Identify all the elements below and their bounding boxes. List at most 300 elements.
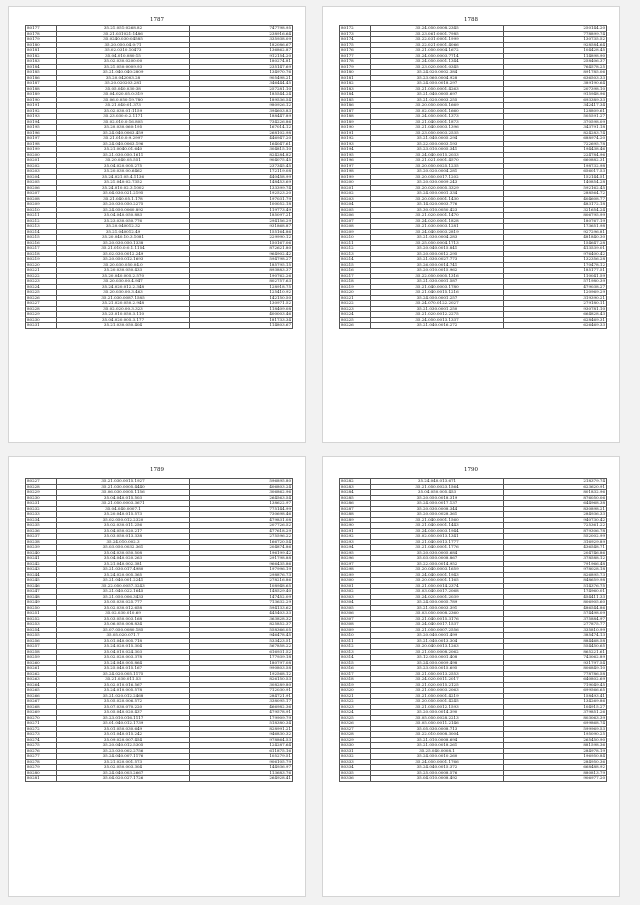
row-id-cell: 80257: [26, 644, 57, 650]
row-id-cell: 80322: [340, 699, 371, 705]
row-id-cell: 80301: [340, 583, 371, 589]
parcel-code-cell: 35.03.040.0017.2068: [371, 589, 504, 595]
amount-cell: 120969.29: [504, 290, 607, 296]
row-id-cell: 80214: [340, 257, 371, 263]
row-id-cell: 80183: [340, 86, 371, 92]
parcel-code-cell: 35.30.010.0050.423: [371, 207, 504, 213]
row-id-cell: 80260: [26, 660, 57, 666]
amount-cell: 113683.76: [190, 770, 293, 776]
parcel-code-cell: 35.02.030.012.658: [57, 605, 190, 611]
parcel-code-cell: 35.21.021.0001.4570: [371, 158, 504, 164]
parcel-code-cell: 35.24.040.0063.196: [57, 141, 190, 147]
row-id-cell: 80240: [26, 550, 57, 556]
row-id-cell: 80282: [340, 479, 371, 485]
parcel-code-cell: 35.02.030.0012.249: [57, 251, 190, 257]
row-id-cell: 80210: [26, 207, 57, 213]
parcel-code-cell: 35.23.061:0001.7985: [371, 31, 504, 37]
amount-cell: 719049.45: [504, 682, 607, 688]
row-id-cell: 80184: [26, 64, 57, 70]
row-id-cell: 80270: [26, 715, 57, 721]
row-id-cell: 80217: [26, 246, 57, 252]
row-id-cell: 80313: [340, 649, 371, 655]
amount-cell: 592162.45: [504, 185, 607, 191]
parcel-code-cell: 35.20.050.0005.1669: [371, 103, 504, 109]
row-id-cell: 80192: [340, 136, 371, 142]
parcel-code-cell: 35.20.040.0015.841: [371, 246, 504, 252]
row-id-cell: 80219: [340, 284, 371, 290]
row-id-cell: 80216: [26, 240, 57, 246]
parcel-code-cell: 35.21.050.0007.2556: [371, 627, 504, 633]
parcel-code-cell: 35.21.020.0003.255: [371, 97, 504, 103]
row-id-cell: 80267: [26, 699, 57, 705]
row-id-cell: 80266: [26, 693, 57, 699]
row-id-cell: 80181: [26, 48, 57, 54]
parcel-code-cell: 35.24.050.0001.1344: [371, 59, 504, 65]
parcel-code-cell: 35.24.040.0063.459: [57, 130, 190, 136]
row-id-cell: 80185: [26, 70, 57, 76]
row-id-cell: 80184: [340, 92, 371, 98]
amount-cell: 275596.22: [190, 534, 293, 540]
parcel-code-cell: 35.05.040.020.437: [57, 710, 190, 716]
row-id-cell: 80265: [26, 688, 57, 694]
amount-cell: 778786.58: [504, 671, 607, 677]
amount-cell: 626469.33: [504, 323, 607, 329]
row-id-cell: 80204: [26, 174, 57, 180]
parcel-code-cell: 35.21.051:0268.82: [57, 26, 190, 32]
row-id-cell: 80250: [26, 605, 57, 611]
amount-cell: 389190.64: [504, 81, 607, 87]
amount-cell: 824283.74: [504, 130, 607, 136]
amount-cell: 940730.42: [504, 517, 607, 523]
parcel-code-cell: 35.02.030.01:1159: [57, 108, 190, 114]
amount-cell: 554450.65: [504, 644, 607, 650]
amount-cell: 265450.90: [504, 737, 607, 743]
amount-cell: 440458.99: [190, 174, 293, 180]
row-id-cell: 80293: [340, 539, 371, 545]
amount-cell: 505591.27: [504, 114, 607, 120]
row-id-cell: 80204: [340, 202, 371, 208]
row-id-cell: 80210: [340, 235, 371, 241]
amount-cell: 912154.20: [190, 53, 293, 59]
row-id-cell: 80174: [340, 37, 371, 43]
row-id-cell: 80224: [26, 284, 57, 290]
parcel-code-cell: 35.04.020.005.3.177: [57, 317, 190, 323]
parcel-code-cell: 35.06.050.008.834: [57, 622, 190, 628]
row-id-cell: 80172: [340, 26, 371, 32]
amount-cell: 552002.99: [504, 534, 607, 540]
page-number: 1790: [464, 467, 478, 473]
amount-cell: 142150.50: [190, 295, 293, 301]
parcel-code-cell: 35.04.020.027.1726: [57, 776, 190, 782]
amount-cell: 828991.21: [190, 726, 293, 732]
amount-cell: 258406.37: [504, 59, 607, 65]
row-id-cell: 80335: [340, 770, 371, 776]
parcel-code-cell: 35.24.010.002.3: [57, 539, 190, 545]
parcel-code-cell: 35.24.020.0002.384: [371, 70, 504, 76]
parcel-code-cell: 35.02.050.0013.1341: [371, 534, 504, 540]
row-id-cell: 80252: [26, 616, 57, 622]
amount-cell: 930781.10: [504, 306, 607, 312]
parcel-code-cell: 35.21.040.0001.1776: [371, 545, 504, 551]
amount-cell: 688974.20: [504, 136, 607, 142]
parcel-code-cell: 35.21.030.0004.283: [371, 235, 504, 241]
row-id-cell: 80224: [340, 312, 371, 318]
row-id-cell: 80198: [26, 141, 57, 147]
row-id-cell: 80258: [26, 649, 57, 655]
row-id-cell: 80330: [340, 743, 371, 749]
row-id-cell: 80187: [340, 108, 371, 114]
row-id-cell: 80244: [26, 572, 57, 578]
table-row: [26, 323, 293, 329]
parcel-code-cell: 35.02.0310.10473: [57, 48, 190, 54]
amount-cell: 224784.96: [504, 152, 607, 158]
row-id-cell: 80332: [340, 754, 371, 760]
amount-cell: 644968.38: [504, 501, 607, 507]
amount-cell: 734226.86: [190, 119, 293, 125]
amount-cell: 100052.18: [190, 202, 293, 208]
parcel-code-cell: 35.21.030.0003.1281: [371, 224, 504, 230]
parcel-code-cell: 35.23.010.016.1117: [57, 715, 190, 721]
row-id-cell: 80248: [26, 594, 57, 600]
row-id-cell: 80231: [26, 323, 57, 329]
amount-cell: 268102.98: [190, 130, 293, 136]
row-id-cell: 80183: [26, 59, 57, 65]
amount-cell: 105279.51: [190, 754, 293, 760]
row-id-cell: 80194: [26, 119, 57, 125]
amount-cell: 192523.20: [190, 191, 293, 197]
parcel-code-cell: 35.20.050.04.0:71: [57, 42, 190, 48]
row-id-cell: 80274: [26, 737, 57, 743]
parcel-code-cell: 35.14.020.0003.776: [371, 202, 504, 208]
amount-cell: 413539.01: [504, 246, 607, 252]
parcel-code-cell: 35.21.050.0008.2062: [371, 649, 504, 655]
row-id-cell: 80314: [340, 655, 371, 661]
row-id-cell: 80273: [26, 732, 57, 738]
amount-cell: 479038.27: [504, 284, 607, 290]
parcel-code-cell: 35.05.020.071.7: [57, 633, 190, 639]
parcel-code-cell: 35.21.040.0015.1216: [371, 290, 504, 296]
row-id-cell: 80207: [340, 218, 371, 224]
parcel-code-cell: 35.12.050.0001.408: [371, 655, 504, 661]
amount-cell: 385474.13: [504, 633, 607, 639]
amount-cell: 134970.76: [190, 70, 293, 76]
parcel-code-cell: 35.20.010.0015.962: [371, 268, 504, 274]
row-id-cell: 80195: [26, 125, 57, 131]
parcel-code-cell: 35.21.050.0018.261: [371, 743, 504, 749]
amount-cell: 164047.61: [190, 141, 293, 147]
row-id-cell: 80263: [26, 677, 57, 683]
row-id-cell: 80319: [340, 682, 371, 688]
parcel-code-cell: 35.24.050.0001.334: [371, 191, 504, 197]
amount-cell: 181733.34: [190, 317, 293, 323]
amount-cell: 174960.01: [504, 589, 607, 595]
amount-cell: 660882.31: [504, 158, 607, 164]
row-id-cell: 80280: [26, 770, 57, 776]
row-id-cell: 80182: [340, 81, 371, 87]
parcel-code-cell: 35.21.050.0001.4219: [371, 693, 504, 699]
parcel-code-cell: 35.24.021.05.4.1136: [57, 174, 190, 180]
row-id-cell: 80228: [26, 484, 57, 490]
row-id-cell: 80203: [340, 196, 371, 202]
row-id-cell: 80188: [26, 86, 57, 92]
parcel-code-cell: 35.05.040.030:38: [57, 86, 190, 92]
amount-cell: 138622.97: [190, 501, 293, 507]
amount-cell: 335810.99: [504, 627, 607, 633]
row-id-cell: 80225: [340, 317, 371, 323]
ledger-table: [339, 478, 607, 782]
amount-cell: 616931.52: [190, 649, 293, 655]
parcel-code-cell: 35.24.050.0001.1766: [371, 759, 504, 765]
amount-cell: 119773.49: [190, 207, 293, 213]
amount-cell: 906977.20: [504, 776, 607, 782]
amount-cell: 879306.78: [504, 528, 607, 534]
row-id-cell: 80205: [26, 180, 57, 186]
parcel-code-cell: 35.22.050.0005.1316: [371, 273, 504, 279]
amount-cell: 130735.52: [504, 37, 607, 43]
parcel-code-cell: 35.03.050.0008.2360: [371, 611, 504, 617]
row-id-cell: 80211: [26, 213, 57, 219]
amount-cell: 699566.65: [504, 688, 607, 694]
row-id-cell: 80315: [340, 660, 371, 666]
parcel-code-cell: 35.24.050.0009.498: [371, 660, 504, 666]
parcel-code-cell: 35.23.050.0015.695: [371, 666, 504, 672]
amount-cell: 343791.18: [504, 125, 607, 131]
parcel-code-cell: 35.23.030.002.2756: [57, 748, 190, 754]
row-id-cell: 80245: [26, 578, 57, 584]
parcel-code-cell: 35.21.050.0003.391: [371, 605, 504, 611]
parcel-code-cell: 35.21.030.011.53: [57, 677, 190, 683]
amount-cell: 713632.29: [190, 600, 293, 606]
row-id-cell: 80234: [26, 517, 57, 523]
parcel-code-cell: 35.24.050.0060.892: [57, 207, 190, 213]
amount-cell: 196950.84: [504, 754, 607, 760]
parcel-code-cell: 35.20.040.015.573: [57, 512, 190, 518]
amount-cell: 567858.22: [190, 644, 293, 650]
parcel-code-cell: 35.02.010.016.567: [57, 682, 190, 688]
amount-cell: 198732.98: [504, 163, 607, 169]
amount-cell: 170478.12: [504, 262, 607, 268]
amount-cell: 891785.06: [504, 70, 607, 76]
parcel-code-cell: 35.24.040.0003.2819: [371, 229, 504, 235]
parcel-code-cell: 35.24.050.0008.2345: [371, 26, 504, 32]
page-number: 1788: [464, 17, 478, 23]
parcel-code-cell: 35.23.010.050.3.110: [57, 312, 190, 318]
amount-cell: 514376.75: [504, 583, 607, 589]
document-page: [8, 456, 306, 897]
parcel-code-cell: 35.06.030.0005.1156: [57, 490, 190, 496]
parcel-code-cell: 35.21.030.017.4980: [57, 567, 190, 573]
amount-cell: 966435.86: [190, 561, 293, 567]
amount-cell: 370598.09: [504, 119, 607, 125]
row-id-cell: 80213: [26, 224, 57, 230]
row-id-cell: 80212: [26, 218, 57, 224]
parcel-code-cell: 35.25.050.0004.1713: [371, 240, 504, 246]
row-id-cell: 80189: [26, 92, 57, 98]
document-page: [322, 6, 620, 443]
row-id-cell: 80176: [340, 48, 371, 54]
parcel-code-cell: 35.05.050.0028.2213: [371, 715, 504, 721]
row-id-cell: 80279: [26, 765, 57, 771]
parcel-code-cell: 35.04.050.020.217: [57, 528, 190, 534]
amount-cell: 574498.09: [504, 611, 607, 617]
parcel-code-cell: 35.21.040.0003.1780: [371, 284, 504, 290]
amount-cell: 114803.67: [190, 323, 293, 329]
row-id-cell: 80261: [26, 666, 57, 672]
amount-cell: 445403.33: [190, 611, 293, 617]
row-id-cell: 80202: [26, 163, 57, 169]
amount-cell: 321654.24: [504, 207, 607, 213]
amount-cell: 628469.31: [504, 317, 607, 323]
parcel-code-cell: 35.20.030.0008.344: [371, 506, 504, 512]
amount-cell: 479578.91: [190, 710, 293, 716]
parcel-code-cell: 35.04.010.024.303: [57, 649, 190, 655]
amount-cell: 558366.05: [190, 627, 293, 633]
row-id-cell: 80323: [340, 704, 371, 710]
row-id-cell: 80219: [26, 257, 57, 263]
row-id-cell: 80256: [26, 638, 57, 644]
parcel-code-cell: 35.24.020.0001.2039: [371, 594, 504, 600]
parcel-code-cell: 35.02.030.011.256: [57, 523, 190, 529]
amount-cell: 668488.92: [504, 765, 607, 771]
parcel-code-cell: 35.21.040.0001.1873: [371, 119, 504, 125]
amount-cell: 880813.79: [504, 770, 607, 776]
parcel-code-cell: 35.24.040.007.1176: [57, 754, 190, 760]
row-id-cell: 80196: [26, 130, 57, 136]
parcel-code-cell: 35.07.030.070.220: [57, 704, 190, 710]
amount-cell: 479831.08: [190, 517, 293, 523]
amount-cell: 802757.63: [190, 279, 293, 285]
amount-cell: 927296.81: [504, 229, 607, 235]
parcel-code-cell: 35.24.050.0003.1944: [371, 528, 504, 534]
amount-cell: 824284.82: [190, 152, 293, 158]
amount-cell: 791966.48: [504, 561, 607, 567]
row-id-cell: 80186: [26, 75, 57, 81]
row-id-cell: 80221: [26, 268, 57, 274]
parcel-code-cell: 35.02.030.0200:00: [57, 59, 190, 65]
amount-cell: 104428.45: [504, 48, 607, 54]
amount-cell: 130971.52: [190, 301, 293, 307]
amount-cell: 801832.96: [504, 490, 607, 496]
amount-cell: 150167.06: [190, 240, 293, 246]
parcel-code-cell: 35.02.030.010.69: [57, 611, 190, 617]
amount-cell: 264928.41: [190, 776, 293, 782]
amount-cell: 640802.69: [504, 677, 607, 683]
parcel-code-cell: 35.21.031021:1486: [57, 31, 190, 37]
row-id-cell: 80185: [340, 97, 371, 103]
parcel-code-cell: 35.04.020.005.275: [57, 163, 190, 169]
amount-cell: 964902.42: [190, 251, 293, 257]
amount-cell: 125410.92: [190, 290, 293, 296]
parcel-code-cell: 35.20.050.0025.1235: [371, 163, 504, 169]
amount-cell: 197996.19: [190, 567, 293, 573]
parcel-code-cell: 35.24.040.0015.2033: [371, 152, 504, 158]
amount-cell: 406803.24: [190, 484, 293, 490]
parcel-code-cell: 35.02.050.012.2320: [57, 517, 190, 523]
parcel-code-cell: 35.21.040012.49: [57, 229, 190, 235]
row-id-cell: 80227: [26, 479, 57, 485]
amount-cell: 656017.53: [504, 169, 607, 175]
row-id-cell: 80190: [26, 97, 57, 103]
parcel-code-cell: 35.21.040.0005.294: [371, 136, 504, 142]
parcel-code-cell: 35.05.030.025.777: [57, 600, 190, 606]
row-id-cell: 80303: [340, 594, 371, 600]
row-id-cell: 80294: [340, 545, 371, 551]
parcel-code-cell: 35.23.030:0.2.1171: [57, 114, 190, 120]
amount-cell: 394603.83: [190, 108, 293, 114]
amount-cell: 197031.79: [190, 196, 293, 202]
row-id-cell: 80284: [340, 490, 371, 496]
amount-cell: 594798.27: [190, 257, 293, 263]
parcel-code-cell: 35.04.020.05.0:319: [57, 92, 190, 98]
parcel-code-cell: 35.03.050.0032.361: [57, 545, 190, 551]
parcel-code-cell: 35.24.050.0013.1337: [371, 317, 504, 323]
amount-cell: 190762.26: [190, 273, 293, 279]
parcel-code-cell: 35.21.040:02.7352: [57, 180, 190, 186]
row-id-cell: 80329: [340, 737, 371, 743]
amount-cell: 722695.78: [504, 141, 607, 147]
row-id-cell: 80233: [26, 512, 57, 518]
amount-cell: 533423.51: [190, 638, 293, 644]
amount-cell: 207726.52: [190, 523, 293, 529]
parcel-code-cell: 35.21.040.040:2809: [57, 70, 190, 76]
parcel-code-cell: 35.24.020.0011.2017: [371, 677, 504, 683]
row-id-cell: 80259: [26, 655, 57, 661]
parcel-code-cell: 35.04.010.0008.492: [371, 776, 504, 782]
parcel-code-cell: 35.20.042003.28: [57, 75, 190, 81]
row-id-cell: 80191: [340, 130, 371, 136]
parcel-code-cell: 35.24.020.005.1175: [57, 671, 190, 677]
parcel-code-cell: 35.0240.030:04585: [57, 37, 190, 43]
amount-cell: 931868.87: [190, 224, 293, 230]
row-id-cell: 80231: [26, 501, 57, 507]
amount-cell: 636503.33: [504, 75, 607, 81]
amount-cell: 235147.69: [190, 64, 293, 70]
parcel-code-cell: 35.03.050.013.338: [57, 534, 190, 540]
amount-cell: 204874.86: [190, 545, 293, 551]
parcel-code-cell: 35.04.010.080:15: [57, 53, 190, 59]
parcel-code-cell: 35.22.050.0014.952: [371, 561, 504, 567]
amount-cell: 288564.72: [504, 191, 607, 197]
parcel-code-cell: 35.21.030.0001.250: [371, 306, 504, 312]
amount-cell: 264563.54: [190, 495, 293, 501]
row-id-cell: 80189: [340, 119, 371, 125]
amount-cell: 876050.06: [504, 495, 607, 501]
row-id-cell: 80200: [340, 180, 371, 186]
row-id-cell: 80178: [340, 59, 371, 65]
row-id-cell: 80207: [26, 191, 57, 197]
amount-cell: 207398.10: [504, 86, 607, 92]
row-id-cell: 80201: [340, 185, 371, 191]
row-id-cell: 80192: [26, 108, 57, 114]
amount-cell: 775144.99: [190, 506, 293, 512]
parcel-code-cell: 35.04.040.0007.1: [57, 506, 190, 512]
parcel-code-cell: 35.21.040.0013.1777: [371, 539, 504, 545]
amount-cell: 747798.95: [190, 26, 293, 32]
amount-cell: 148453.69: [190, 180, 293, 186]
parcel-code-cell: 35.21.050.0014.2374: [371, 583, 504, 589]
row-id-cell: 80191: [26, 103, 57, 109]
row-id-cell: 80212: [340, 246, 371, 252]
row-id-cell: 80199: [26, 147, 57, 153]
amount-cell: 599969.53: [504, 726, 607, 732]
amount-cell: 466982.36: [190, 704, 293, 710]
parcel-code-cell: 35.20.050.0001.1165: [371, 578, 504, 584]
amount-cell: 188447.89: [190, 114, 293, 120]
amount-cell: 196199.42: [190, 550, 293, 556]
amount-cell: 284950.36: [504, 759, 607, 765]
parcel-code-cell: 35.24.040.0001.1943: [371, 572, 504, 578]
amount-cell: 743062.89: [504, 655, 607, 661]
